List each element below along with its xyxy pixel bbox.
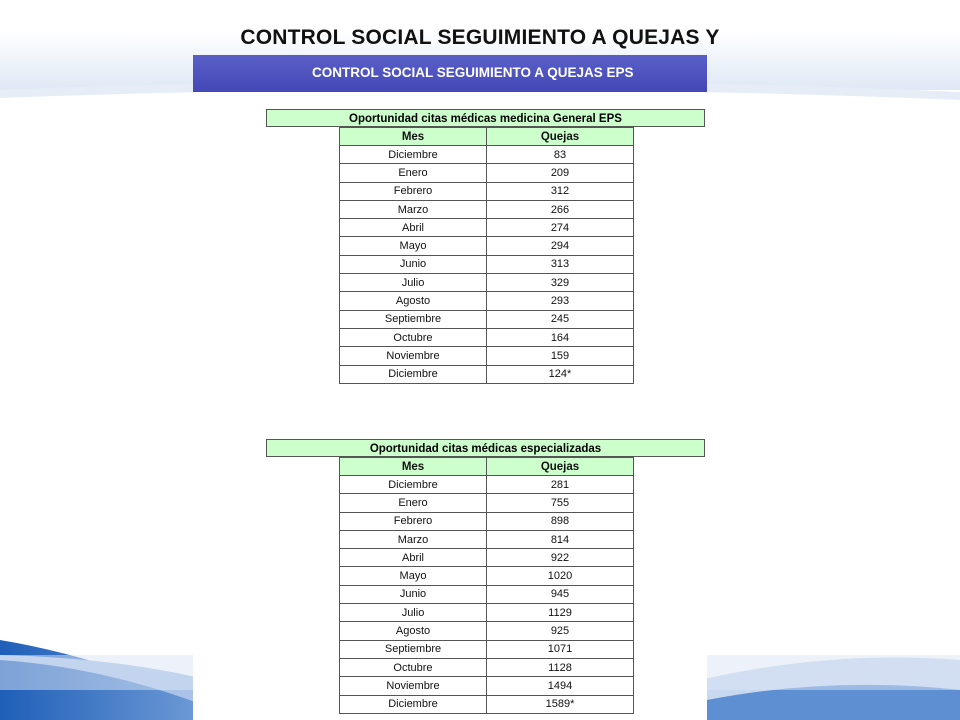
table-row [340, 622, 634, 640]
cell-mes: Mayo [340, 237, 487, 255]
cell-quejas: 274 [487, 219, 634, 237]
cell-mes: Noviembre [340, 677, 487, 695]
cell-quejas: 281 [487, 476, 634, 494]
table-row [340, 567, 634, 585]
table-caption: Oportunidad citas médicas medicina General EPS [266, 109, 705, 127]
cell-quejas: 898 [487, 512, 634, 530]
table-row [340, 146, 634, 164]
cell-mes: Febrero [340, 182, 487, 200]
cell-quejas: 266 [487, 200, 634, 218]
document-image [193, 55, 707, 720]
table-row [340, 274, 634, 292]
table-row [340, 164, 634, 182]
cell-mes: Julio [340, 604, 487, 622]
table-row [340, 219, 634, 237]
cell-mes: Agosto [340, 292, 487, 310]
cell-quejas: 294 [487, 237, 634, 255]
cell-mes: Septiembre [340, 640, 487, 658]
cell-quejas: 1128 [487, 658, 634, 676]
table-row [340, 365, 634, 383]
data-table [339, 457, 634, 714]
table-row [340, 604, 634, 622]
cell-mes: Abril [340, 549, 487, 567]
table-body [340, 476, 634, 714]
table-row [340, 530, 634, 548]
cell-mes: Diciembre [340, 476, 487, 494]
column-header-quejas: Quejas [487, 458, 634, 476]
table-row [340, 328, 634, 346]
table-row [340, 310, 634, 328]
cell-mes: Febrero [340, 512, 487, 530]
table-row [340, 237, 634, 255]
column-header-mes: Mes [340, 128, 487, 146]
cell-mes: Diciembre [340, 365, 487, 383]
cell-mes: Marzo [340, 530, 487, 548]
cell-mes: Abril [340, 219, 487, 237]
cell-mes: Diciembre [340, 146, 487, 164]
cell-quejas: 925 [487, 622, 634, 640]
table-row [340, 182, 634, 200]
cell-mes: Enero [340, 164, 487, 182]
cell-quejas: 814 [487, 530, 634, 548]
table-row [340, 640, 634, 658]
cell-quejas: 313 [487, 255, 634, 273]
table-row [340, 347, 634, 365]
cell-quejas: 922 [487, 549, 634, 567]
cell-quejas: 164 [487, 328, 634, 346]
table-caption: Oportunidad citas médicas especializadas [266, 439, 705, 457]
column-header-mes: Mes [340, 458, 487, 476]
cell-mes: Agosto [340, 622, 487, 640]
cell-quejas: 209 [487, 164, 634, 182]
cell-mes: Octubre [340, 658, 487, 676]
cell-mes: Julio [340, 274, 487, 292]
table-row [340, 695, 634, 713]
cell-mes: Marzo [340, 200, 487, 218]
cell-mes: Junio [340, 255, 487, 273]
cell-quejas: 1129 [487, 604, 634, 622]
table-row [340, 476, 634, 494]
cell-quejas: 83 [487, 146, 634, 164]
data-table [339, 127, 634, 384]
cell-mes: Junio [340, 585, 487, 603]
cell-quejas: 245 [487, 310, 634, 328]
cell-quejas: 1020 [487, 567, 634, 585]
table-row [340, 200, 634, 218]
cell-quejas: 124* [487, 365, 634, 383]
cell-mes: Diciembre [340, 695, 487, 713]
table-row [340, 585, 634, 603]
cell-mes: Mayo [340, 567, 487, 585]
table-general [266, 109, 705, 384]
cell-mes: Enero [340, 494, 487, 512]
table-body [340, 146, 634, 384]
cell-quejas: 945 [487, 585, 634, 603]
cell-quejas: 755 [487, 494, 634, 512]
slide-title: CONTROL SOCIAL SEGUIMIENTO A QUEJAS Y [240, 26, 720, 49]
table-especializadas [266, 439, 705, 714]
table-row [340, 549, 634, 567]
table-header-row [340, 128, 634, 146]
table-row [340, 677, 634, 695]
cell-mes: Noviembre [340, 347, 487, 365]
table-row [340, 512, 634, 530]
cell-quejas: 1071 [487, 640, 634, 658]
cell-quejas: 1494 [487, 677, 634, 695]
cell-mes: Octubre [340, 328, 487, 346]
cell-quejas: 293 [487, 292, 634, 310]
table-row [340, 658, 634, 676]
table-row [340, 255, 634, 273]
document-header-text: CONTROL SOCIAL SEGUIMIENTO A QUEJAS EPS [312, 65, 634, 80]
cell-quejas: 312 [487, 182, 634, 200]
cell-quejas: 159 [487, 347, 634, 365]
cell-mes: Septiembre [340, 310, 487, 328]
document-header [193, 55, 707, 92]
cell-quejas: 1589* [487, 695, 634, 713]
cell-quejas: 329 [487, 274, 634, 292]
table-header-row [340, 458, 634, 476]
column-header-quejas: Quejas [487, 128, 634, 146]
table-row [340, 494, 634, 512]
table-row [340, 292, 634, 310]
